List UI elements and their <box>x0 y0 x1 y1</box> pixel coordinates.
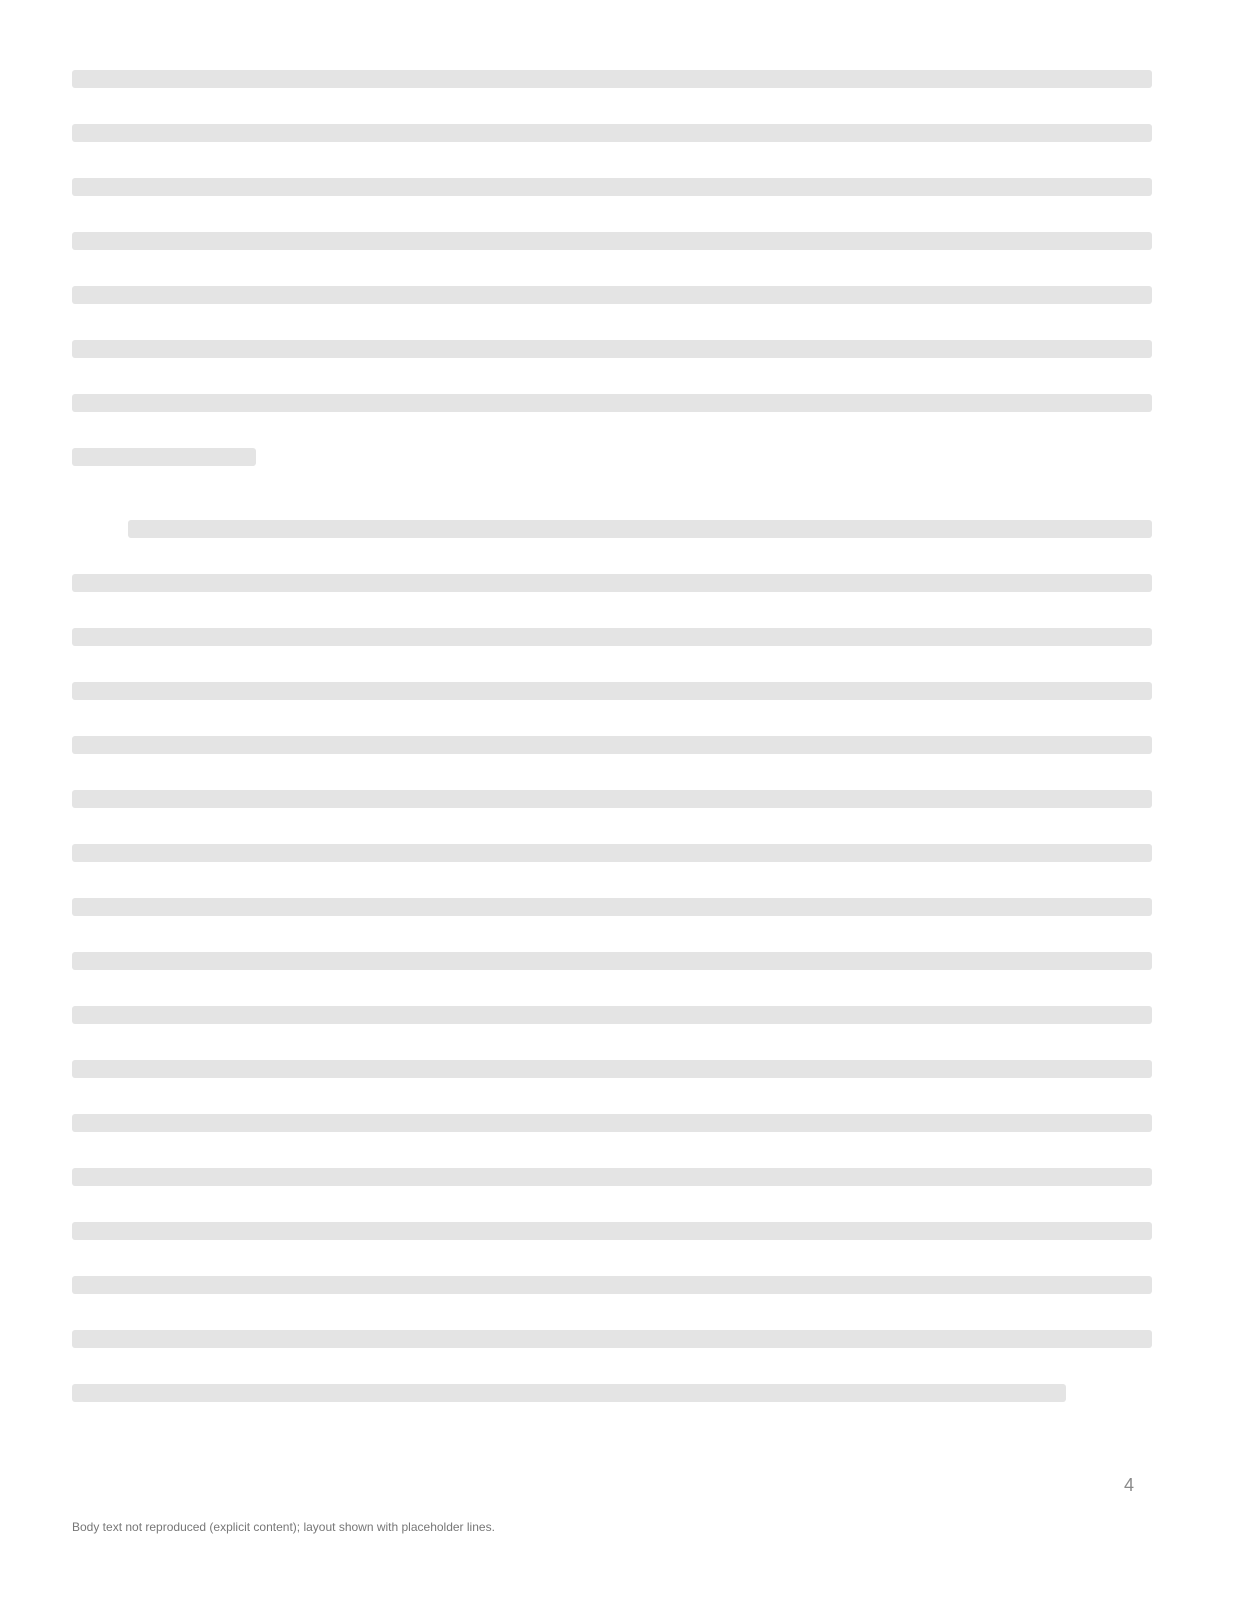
text-line-placeholder <box>72 1060 1152 1078</box>
text-line-placeholder <box>72 682 1152 700</box>
text-line-placeholder <box>72 790 1152 808</box>
text-line-placeholder <box>72 1006 1152 1024</box>
text-line-placeholder <box>72 340 1152 358</box>
text-line-placeholder <box>72 178 1152 196</box>
text-line-placeholder <box>72 628 1152 646</box>
page-number: 4 <box>1123 1475 1134 1495</box>
text-line-placeholder <box>72 1276 1152 1294</box>
content-notice: Body text not reproduced (explicit content); layout shown with placeholder lines. <box>72 1520 495 1534</box>
text-line-placeholder <box>72 124 1152 142</box>
text-line-placeholder <box>72 394 1152 412</box>
text-line-placeholder <box>72 70 1152 88</box>
paragraph-gap <box>72 502 1152 520</box>
text-line-placeholder <box>72 1330 1152 1348</box>
text-line-placeholder <box>72 952 1152 970</box>
text-line-placeholder <box>72 736 1152 754</box>
text-line-placeholder <box>72 574 1152 592</box>
text-line-placeholder <box>72 1168 1152 1186</box>
text-line-placeholder <box>72 448 256 466</box>
text-line-placeholder <box>72 1384 1066 1402</box>
text-line-placeholder <box>72 232 1152 250</box>
text-line-placeholder <box>72 286 1152 304</box>
text-line-placeholder <box>128 520 1152 538</box>
text-line-placeholder <box>72 844 1152 862</box>
body-text <box>72 70 1152 1438</box>
text-line-placeholder <box>72 898 1152 916</box>
text-line-placeholder <box>72 1222 1152 1240</box>
text-line-placeholder <box>72 1114 1152 1132</box>
